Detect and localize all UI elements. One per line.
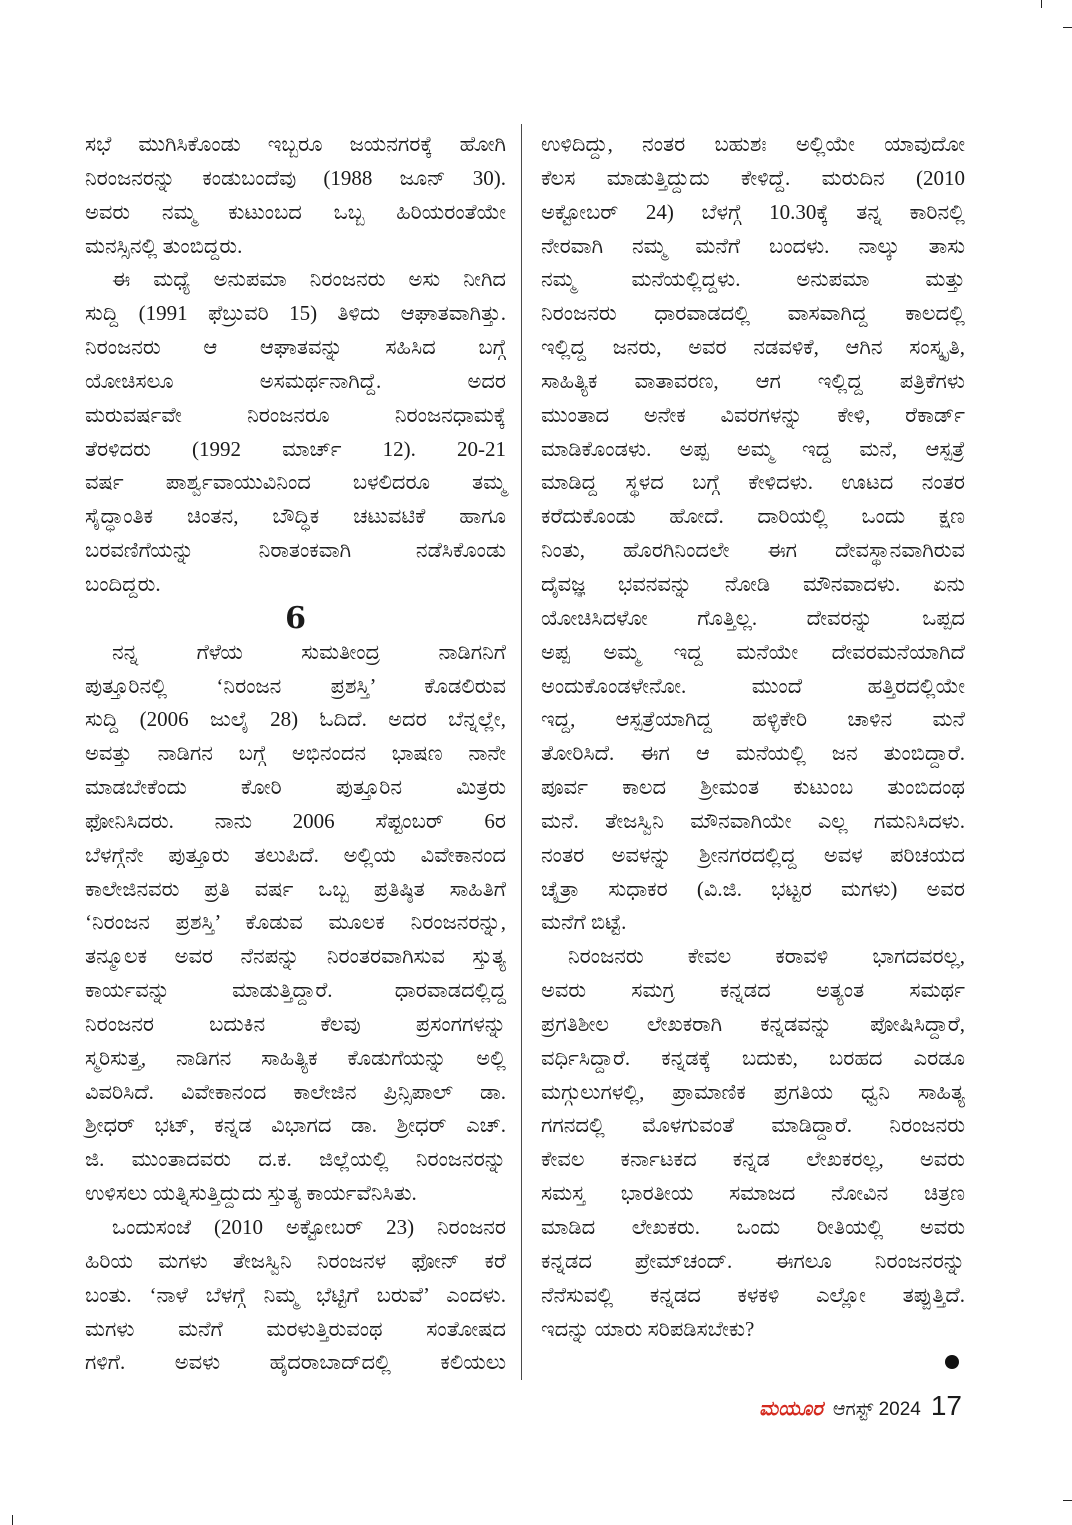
text-line: ಉಳಿಸಲು ಯತ್ನಿಸುತ್ತಿದ್ದುದು ಸ್ತುತ್ಯ ಕಾರ್ಯವೆನಿಸಿತು. (85, 1181, 417, 1206)
paragraph (85, 1211, 506, 1380)
text-line: ದೈವಜ್ಞ ಭವನವನ್ನು ನೋಡಿ ಮೌನವಾದಳು. ಏನು (541, 571, 965, 596)
text-line: ಅವರು ಸಮಗ್ರ ಕನ್ನಡದ ಅತ್ಯಂತ ಸಮರ್ಥ (541, 978, 965, 1003)
paragraph (541, 940, 965, 1346)
text-line: ಮಾಡಬೇಕೆಂದು ಕೋರಿ ಪುತ್ತೂರಿನ ಮಿತ್ರರು (85, 775, 506, 800)
text-line: ಬೆಳಗ್ಗೆನೇ ಪುತ್ತೂರು ತಲುಪಿದೆ. ಅಲ್ಲಿಯ ವಿವೇಕಾನಂದ (85, 842, 506, 867)
crop-mark (12, 1515, 13, 1525)
text-line: ಕೆಲಸ ಮಾಡುತ್ತಿದ್ದುದು ಕೇಳಿದ್ದೆ. ಮರುದಿನ (2010 (541, 165, 965, 190)
text-line: ಇಲ್ಲಿದ್ದ ಜನರು, ಅವರ ನಡವಳಿಕೆ, ಆಗಿನ ಸಂಸ್ಕೃತಿ, (541, 335, 965, 360)
text-line: ನೇರವಾಗಿ ನಮ್ಮ ಮನೆಗೆ ಬಂದಳು. ನಾಲ್ಕು ತಾಸು (541, 233, 965, 258)
text-line: ಅಪ್ಪ ಅಮ್ಮ ಇದ್ದ ಮನೆಯೇ ದೇವರಮನೆಯಾಗಿದೆ (541, 639, 965, 664)
text-line: ಅವರು ನಮ್ಮ ಕುಟುಂಬದ ಒಬ್ಬ ಹಿರಿಯರಂತೆಯೇ (85, 199, 506, 224)
paragraph (85, 636, 506, 1211)
crop-mark (1041, 0, 1042, 8)
text-line: ಕೇವಲ ಕರ್ನಾಟಕದ ಕನ್ನಡ ಲೇಖಕರಲ್ಲ, ಅವರು (541, 1147, 965, 1172)
text-line: ನನ್ನ ಗೆಳೆಯ ಸುಮತೀಂದ್ರ ನಾಡಿಗನಿಗೆ (112, 639, 506, 664)
text-line: ಮಗ್ಗುಲುಗಳಲ್ಲಿ, ಪ್ರಾಮಾಣಿಕ ಪ್ರಗತಿಯ ಧ್ವನಿ ಸಾಹಿತ್ಯ (541, 1079, 965, 1104)
text-line: ಈ ಮಧ್ಯೆ ಅನುಪಮಾ ನಿರಂಜನರು ಅಸು ನೀಗಿದ (112, 267, 506, 292)
text-line: ಜಿ. ಮುಂತಾದವರು ದ.ಕ. ಜಿಲ್ಲೆಯಲ್ಲಿ ನಿರಂಜನರನ್ನು (85, 1147, 506, 1172)
text-line: ಗಳಿಗೆ. ಅವಳು ಹೈದರಾಬಾದ್‌ದಲ್ಲಿ ಕಲಿಯಲು (85, 1350, 506, 1375)
text-line: ಕಾರ್ಯವನ್ನು ಮಾಡುತ್ತಿದ್ದಾರೆ. ಧಾರವಾಡದಲ್ಲಿದ್ದ (85, 978, 506, 1003)
issue-date: ಆಗಸ್ಟ್ 2024 (832, 1399, 921, 1420)
magazine-logo: ಮಯೂರ (759, 1396, 823, 1420)
text-line: ನಿರಂಜನರು ಕೇವಲ ಕರಾವಳಿ ಭಾಗದವರಲ್ಲ, (568, 944, 965, 969)
text-line: ಶ್ರೀಧರ್ ಭಟ್, ಕನ್ನಡ ವಿಭಾಗದ ಡಾ. ಶ್ರೀಧರ್ ಎಚ್. (85, 1113, 506, 1138)
text-line: ಮಾಡಿದ್ದ ಸ್ಥಳದ ಬಗ್ಗೆ ಕೇಳಿದಳು. ಊಟದ ನಂತರ (541, 470, 965, 495)
text-line: ವರ್ಧಿಸಿದ್ದಾರೆ. ಕನ್ನಡಕ್ಕೆ ಬದುಕು, ಬರಹದ ಎರಡೂ (541, 1045, 965, 1070)
paragraph (541, 128, 965, 940)
text-line: ಒಂದುಸಂಜೆ (2010 ಅಕ್ಟೋಬರ್ 23) ನಿರಂಜನರ (112, 1215, 506, 1239)
text-line: ಇದನ್ನು ಯಾರು ಸರಿಪಡಿಸಬೇಕು? (541, 1316, 755, 1341)
text-line: ಸಭೆ ಮುಗಿಸಿಕೊಂಡು ಇಬ್ಬರೂ ಜಯನಗರಕ್ಕೆ ಹೋಗಿ (85, 132, 506, 156)
text-line: ನಿರಂಜನರನ್ನು ಕಂಡುಬಂದೆವು (1988 ಜೂನ್ 30). (85, 165, 506, 190)
crop-mark (1063, 1500, 1072, 1501)
text-line: ನಿರಂಜನರ ಬದುಕಿನ ಕೆಲವು ಪ್ರಸಂಗಗಳನ್ನು (85, 1011, 506, 1036)
text-line: ಮಾಡಿದ ಲೇಖಕರು. ಒಂದು ರೀತಿಯಲ್ಲಿ ಅವರು (541, 1215, 965, 1239)
page-footer (759, 1390, 962, 1422)
text-line: ಬಂತು. ‘ನಾಳೆ ಬೆಳಗ್ಗೆ ನಿಮ್ಮ ಭೆಟ್ಟಿಗೆ ಬರುವೆ’ ಎಂದಳು. (85, 1282, 506, 1307)
text-line: ಮನೆಗೆ ಬಿಟ್ಟೆ. (541, 910, 627, 935)
text-line: ಮನಸ್ಸಿನಲ್ಲಿ ತುಂಬಿದ್ದರು. (85, 233, 243, 258)
left-column (85, 128, 506, 1380)
text-line: ಅವತ್ತು ನಾಡಿಗನ ಬಗ್ಗೆ ಅಭಿನಂದನ ಭಾಷಣ ನಾನೇ (85, 741, 506, 766)
text-line: ಸಮಸ್ತ ಭಾರತೀಯ ಸಮಾಜದ ನೋವಿನ ಚಿತ್ರಣ (541, 1181, 965, 1206)
text-line: ಫೋನಿಸಿದರು. ನಾನು 2006 ಸೆಪ್ಟಂಬರ್ 6ರ (85, 808, 506, 833)
crop-mark (1063, 27, 1072, 28)
text-line: ತೆರಳಿದರು (1992 ಮಾರ್ಚ್ 12). 20-21 (85, 436, 506, 461)
text-line: ಮನೆ. ತೇಜಸ್ವಿನಿ ಮೌನವಾಗಿಯೇ ಎಲ್ಲ ಗಮನಿಸಿದಳು. (541, 808, 965, 833)
text-line: ಅಂದುಕೊಂಡಳೇನೋ. ಮುಂದೆ ಹತ್ತಿರದಲ್ಲಿಯೇ (541, 673, 965, 698)
text-line: ವರ್ಷ ಪಾರ್ಶ್ವವಾಯುವಿನಿಂದ ಬಳಲಿದರೂ ತಮ್ಮ (85, 470, 506, 495)
text-line: ಮಗಳು ಮನೆಗೆ ಮರಳುತ್ತಿರುವಂಥ ಸಂತೋಷದ (85, 1316, 506, 1341)
paragraph (85, 263, 506, 601)
text-line: ಪೂರ್ವ ಕಾಲದ ಶ್ರೀಮಂತ ಕುಟುಂಬ ತುಂಬಿದಂಥ (541, 775, 965, 800)
text-line: ಚೈತ್ರಾ ಸುಧಾಕರ (ವಿ.ಜಿ. ಭಟ್ಟರ ಮಗಳು) ಅವರ (541, 876, 965, 901)
text-line: ತನ್ಮೂಲಕ ಅವರ ನೆನಪನ್ನು ನಿರಂತರವಾಗಿಸುವ ಸ್ತುತ್ಯ (85, 944, 506, 969)
text-line: ಗಗನದಲ್ಲಿ ಮೊಳಗುವಂತೆ ಮಾಡಿದ್ದಾರೆ. ನಿರಂಜನರು (541, 1113, 965, 1138)
text-line: ನಿಂತು, ಹೊರಗಿನಿಂದಲೇ ಈಗ ದೇವಸ್ಥಾನವಾಗಿರುವ (541, 538, 965, 563)
right-column (541, 128, 965, 1346)
text-line: ನೆನೆಸುವಲ್ಲಿ ಕನ್ನಡದ ಕಳಕಳಿ ಎಲ್ಲೋ ತಪ್ಪುತ್ತಿದೆ. (541, 1282, 965, 1307)
text-line: ನಿರಂಜನರು ಧಾರವಾಡದಲ್ಲಿ ವಾಸವಾಗಿದ್ದ ಕಾಲದಲ್ಲಿ (541, 301, 965, 326)
text-line: ಸುದ್ದಿ (1991 ಫೆಬ್ರುವರಿ 15) ತಿಳಿದು ಆಘಾತವಾಗಿತ್ತು. (85, 301, 506, 326)
text-line: ಯೋಚಿಸಲೂ ಅಸಮರ್ಥನಾಗಿದ್ದೆ. ಅದರ (85, 368, 506, 393)
page-number: 17 (930, 1390, 962, 1421)
text-line: ವಿವರಿಸಿದೆ. ವಿವೇಕಾನಂದ ಕಾಲೇಜಿನ ಪ್ರಿನ್ಸಿಪಾಲ್ ಡಾ. (85, 1079, 506, 1104)
text-line: ಸಾಹಿತ್ಯಿಕ ವಾತಾವರಣ, ಆಗ ಇಲ್ಲಿದ್ದ ಪತ್ರಿಕೆಗಳು (541, 368, 965, 393)
column-divider (521, 124, 522, 1380)
text-line: ಬರವಣಿಗೆಯನ್ನು ನಿರಾತಂಕವಾಗಿ ನಡೆಸಿಕೊಂಡು (85, 538, 506, 563)
text-line: ಪ್ರಗತಿಶೀಲ ಲೇಖಕರಾಗಿ ಕನ್ನಡವನ್ನು ಪೋಷಿಸಿದ್ದಾರೆ, (541, 1011, 965, 1036)
end-mark-icon (945, 1355, 959, 1369)
text-line: ಅಕ್ಟೋಬರ್ 24) ಬೆಳಗ್ಗೆ 10.30ಕ್ಕೆ ತನ್ನ ಕಾರಿನಲ್ಲಿ (541, 199, 965, 224)
text-line: ಪುತ್ತೂರಿನಲ್ಲಿ ‘ನಿರಂಜನ ಪ್ರಶಸ್ತಿ’ ಕೊಡಲಿರುವ (85, 673, 506, 698)
text-line: ಯೋಚಿಸಿದಳೋ ಗೊತ್ತಿಲ್ಲ. ದೇವರನ್ನು ಒಪ್ಪದ (541, 605, 965, 630)
text-line: ‘ನಿರಂಜನ ಪ್ರಶಸ್ತಿ’ ಕೊಡುವ ಮೂಲಕ ನಿರಂಜನರನ್ನು, (85, 910, 506, 935)
section-number: 6 (285, 600, 306, 636)
text-line: ಕರೆದುಕೊಂಡು ಹೋದೆ. ದಾರಿಯಲ್ಲಿ ಒಂದು ಕ್ಷಣ (541, 504, 965, 529)
text-line: ಬಂದಿದ್ದರು. (85, 571, 161, 596)
text-line: ಸ್ಮರಿಸುತ್ತ, ನಾಡಿಗನ ಸಾಹಿತ್ಯಿಕ ಕೊಡುಗೆಯನ್ನು ಅಲ್ಲಿ (85, 1045, 506, 1070)
text-line: ನಮ್ಮ ಮನೆಯಲ್ಲಿದ್ದಳು. ಅನುಪಮಾ ಮತ್ತು (541, 267, 965, 292)
paragraph (85, 128, 506, 263)
text-line: ಕಾಲೇಜಿನವರು ಪ್ರತಿ ವರ್ಷ ಒಬ್ಬ ಪ್ರತಿಷ್ಠಿತ ಸಾಹಿತಿಗೆ (85, 876, 506, 901)
text-line: ಸೈದ್ಧಾಂತಿಕ ಚಿಂತನ, ಬೌದ್ಧಿಕ ಚಟುವಟಿಕೆ ಹಾಗೂ (85, 504, 506, 529)
text-line: ನಿರಂಜನರು ಆ ಆಘಾತವನ್ನು ಸಹಿಸಿದ ಬಗ್ಗೆ (85, 335, 506, 360)
text-line: ಮರುವರ್ಷವೇ ನಿರಂಜನರೂ ನಿರಂಜನಧಾಮಕ್ಕೆ (85, 402, 506, 427)
text-line: ಮಾಡಿಕೊಂಡಳು. ಅಪ್ಪ ಅಮ್ಮ ಇದ್ದ ಮನೆ, ಆಸ್ಪತ್ರೆ (541, 436, 965, 461)
text-line: ತೋರಿಸಿದೆ. ಈಗ ಆ ಮನೆಯಲ್ಲಿ ಜನ ತುಂಬಿದ್ದಾರೆ. (541, 741, 965, 766)
text-line: ಹಿರಿಯ ಮಗಳು ತೇಜಸ್ವಿನಿ ನಿರಂಜನಳ ಫೋನ್ ಕರೆ (85, 1248, 506, 1273)
text-line: ಉಳಿದಿದ್ದು, ನಂತರ ಬಹುಶಃ ಅಲ್ಲಿಯೇ ಯಾವುದೋ (541, 132, 965, 156)
text-line: ಮುಂತಾದ ಅನೇಕ ವಿವರಗಳನ್ನು ಕೇಳಿ, ರೆಕಾರ್ಡ್ (541, 402, 965, 427)
text-line: ಕನ್ನಡದ ಪ್ರೇಮ್‌ಚಂದ್. ಈಗಲೂ ನಿರಂಜನರನ್ನು (541, 1248, 965, 1273)
text-line: ನಂತರ ಅವಳನ್ನು ಶ್ರೀನಗರದಲ್ಲಿದ್ದ ಅವಳ ಪರಿಚಯದ (541, 842, 965, 867)
text-line: ಸುದ್ದಿ (2006 ಜುಲೈ 28) ಓದಿದೆ. ಅದರ ಬೆನ್ನಲ್ಲೇ, (85, 707, 506, 732)
text-line: ಇದ್ದ, ಆಸ್ಪತ್ರೆಯಾಗಿದ್ದ ಹಳ್ಳಿಕೇರಿ ಚಾಳಿನ ಮನೆ (541, 707, 965, 732)
